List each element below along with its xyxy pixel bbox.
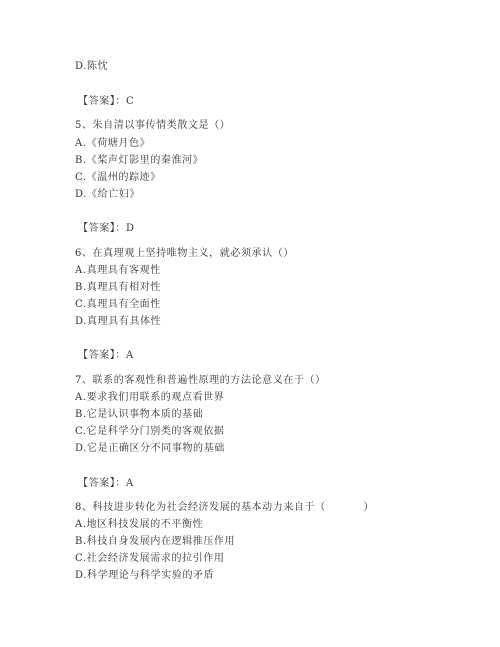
question-7-option-a: A.要求我们用联系的观点看世界	[75, 392, 225, 403]
question-5-option-d: D.《给亡妇》	[75, 189, 141, 200]
question-7-option-c: C.它是科学分门别类的客观依据	[75, 426, 225, 437]
question-5-option-c: C.《温州的踪迹》	[75, 172, 161, 183]
question-6-stem: 6、在真理观上坚持唯物主义，就必须承认（）	[75, 248, 294, 259]
question-8-stem: 8、科技进步转化为社会经济发展的基本动力来自于（ ）	[75, 502, 375, 513]
question-5-stem: 5、朱自清以事传情类散文是（）	[75, 120, 231, 131]
question-8-option-b: B.科技自身发展内在逻辑推压作用	[75, 536, 236, 547]
question-6-option-a: A.真理具有客观性	[75, 265, 161, 276]
question-6-option-d: D.真理具有具体性	[75, 316, 162, 327]
question-7-answer: 【答案】：A	[78, 478, 134, 489]
question-8-option-d: D.科学理论与科学实验的矛盾	[75, 570, 215, 581]
question-7-option-d: D.它是正确区分不同事物的基础	[75, 443, 225, 454]
question-5-option-a: A.《荷塘月色》	[75, 138, 151, 149]
question-5-option-b: B.《桨声灯影里的秦淮河》	[75, 155, 204, 166]
question-8-option-a: A.地区科技发展的不平衡性	[75, 519, 204, 530]
question-7-option-b: B.它是认识事物本质的基础	[75, 409, 204, 420]
previous-question-answer: 【答案】：C	[78, 96, 135, 107]
question-8-option-c: C.社会经济发展需求的拉引作用	[75, 553, 225, 564]
question-6-option-b: B.真理具有相对性	[75, 282, 161, 293]
question-5-answer: 【答案】：D	[78, 223, 135, 234]
question-6-answer: 【答案】：A	[78, 350, 134, 361]
question-7-stem: 7、联系的客观性和普遍性原理的方法论意义在于（）	[75, 375, 326, 386]
previous-question-option-d: D.陈忱	[75, 61, 109, 72]
question-6-option-c: C.真理具有全面性	[75, 299, 161, 310]
